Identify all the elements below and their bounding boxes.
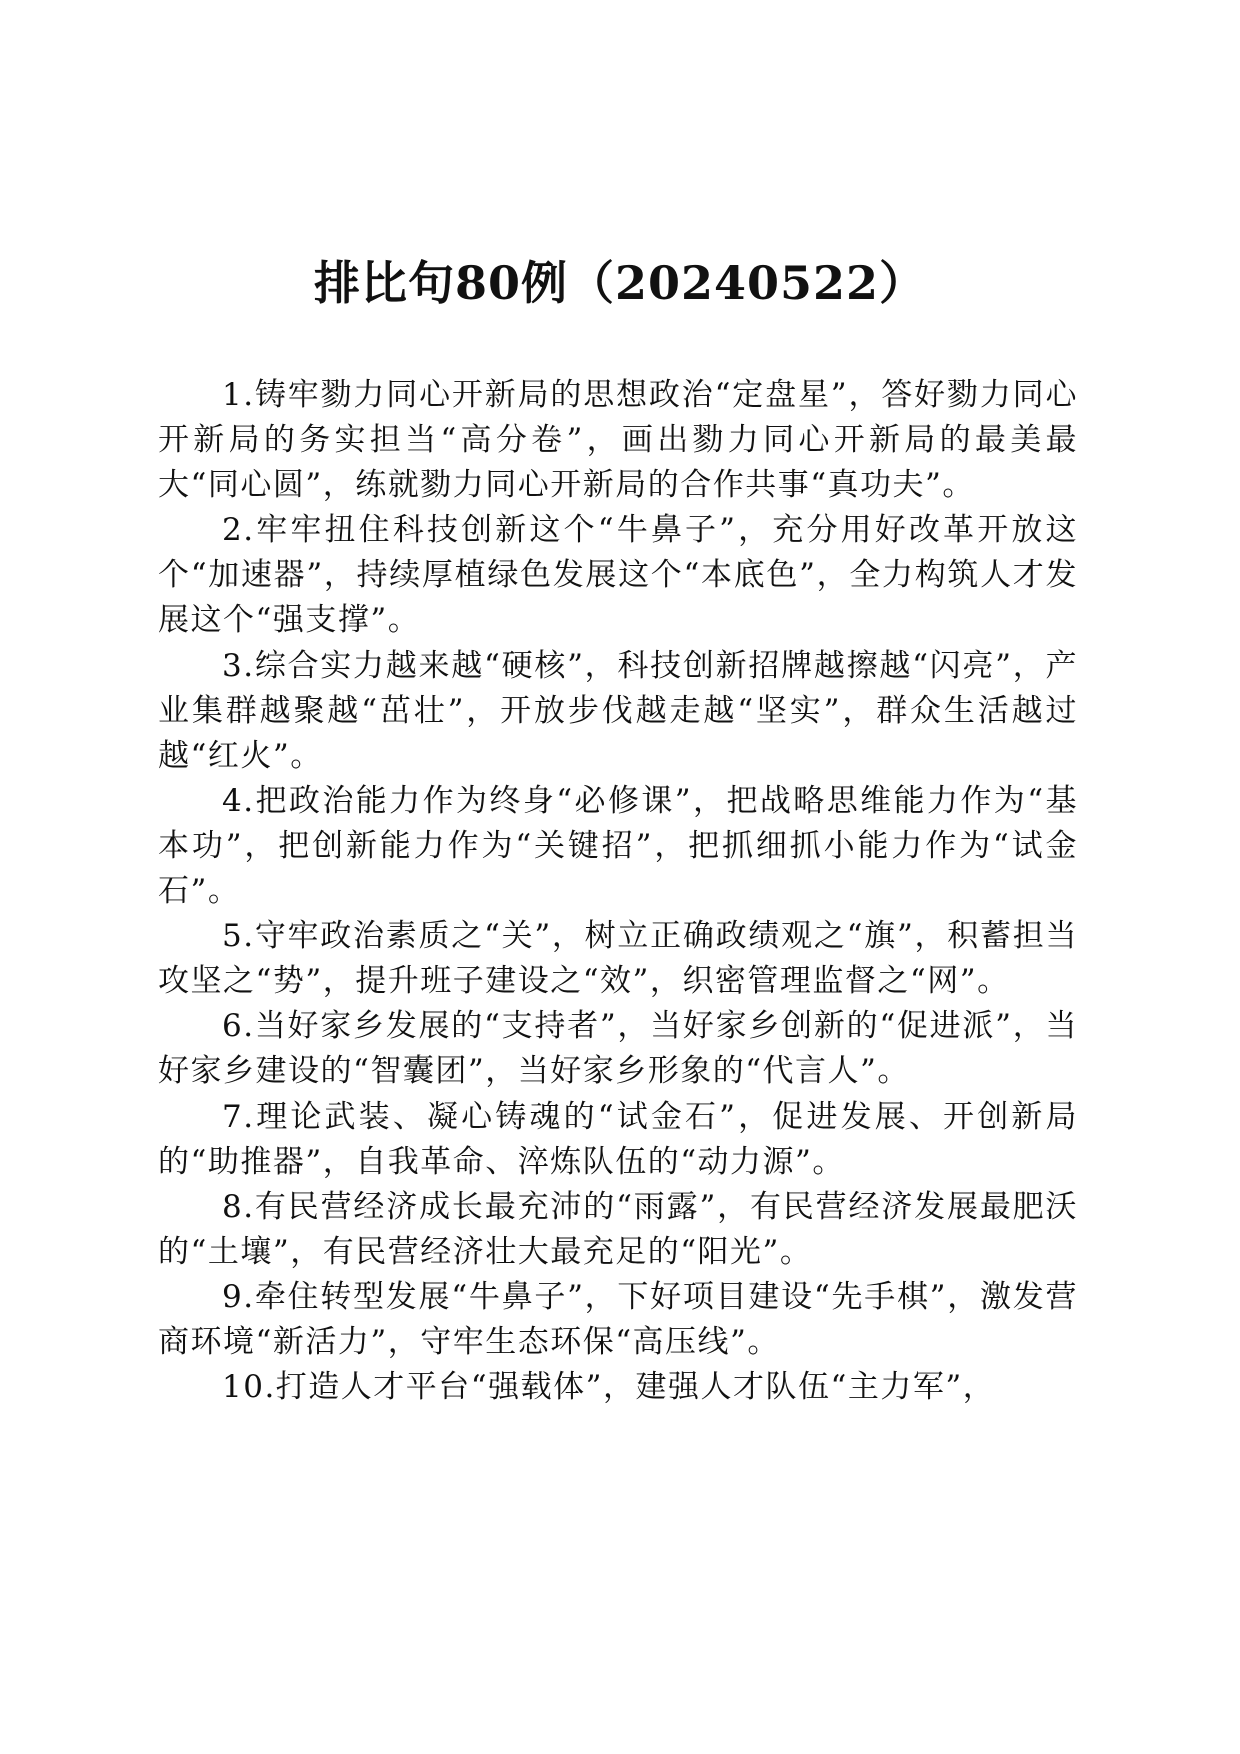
paragraph-1: 1.铸牢勠力同心开新局的思想政治“定盘星”，答好勠力同心开新局的务实担当“高分卷”，画出勠力同心开新局的最美最大“同心圆”，练就勠力同心开新局的合作共事“真功夫”。: [158, 377, 1078, 504]
paragraph-2: 2.牢牢扭住科技创新这个“牛鼻子”，充分用好改革开放这个“加速器”，持续厚植绿色发展这个“本底色”，全力构筑人才发展这个“强支撑”。: [158, 512, 1078, 639]
paragraph-8: 8.有民营经济成长最充沛的“雨露”，有民营经济发展最肥沃的“土壤”，有民营经济壮大最充足的“阳光”。: [158, 1188, 1078, 1270]
paragraph-7: 7.理论武装、凝心铸魂的“试金石”，促进发展、开创新局的“助推器”，自我革命、淬炼队伍的“动力源”。: [158, 1098, 1078, 1180]
document-body: [158, 373, 1078, 1410]
document-title: 排比句80例（20240522）: [313, 256, 927, 310]
paragraph-5: 5.守牢政治素质之“关”，树立正确政绩观之“旗”，积蓄担当攻坚之“势”，提升班子建设之“效”，织密管理监督之“网”。: [158, 918, 1078, 1000]
paragraph-6: 6.当好家乡发展的“支持者”，当好家乡创新的“促进派”，当好家乡建设的“智囊团”，当好家乡形象的“代言人”。: [158, 1008, 1078, 1090]
paragraph-9: 9.牵住转型发展“牛鼻子”，下好项目建设“先手棋”，激发营商环境“新活力”，守牢生态环保“高压线”。: [158, 1278, 1078, 1360]
paragraph-10: 10.打造人才平台“强载体”，建强人才队伍“主力军”，: [222, 1369, 996, 1406]
paragraph-4: 4.把政治能力作为终身“必修课”，把战略思维能力作为“基本功”，把创新能力作为“关键招”，把抓细抓小能力作为“试金石”。: [158, 782, 1078, 910]
paragraph-3: 3.综合实力越来越“硬核”，科技创新招牌越擦越“闪亮”，产业集群越聚越“茁壮”，开放步伐越走越“坚实”，群众生活越过越“红火”。: [158, 647, 1078, 774]
